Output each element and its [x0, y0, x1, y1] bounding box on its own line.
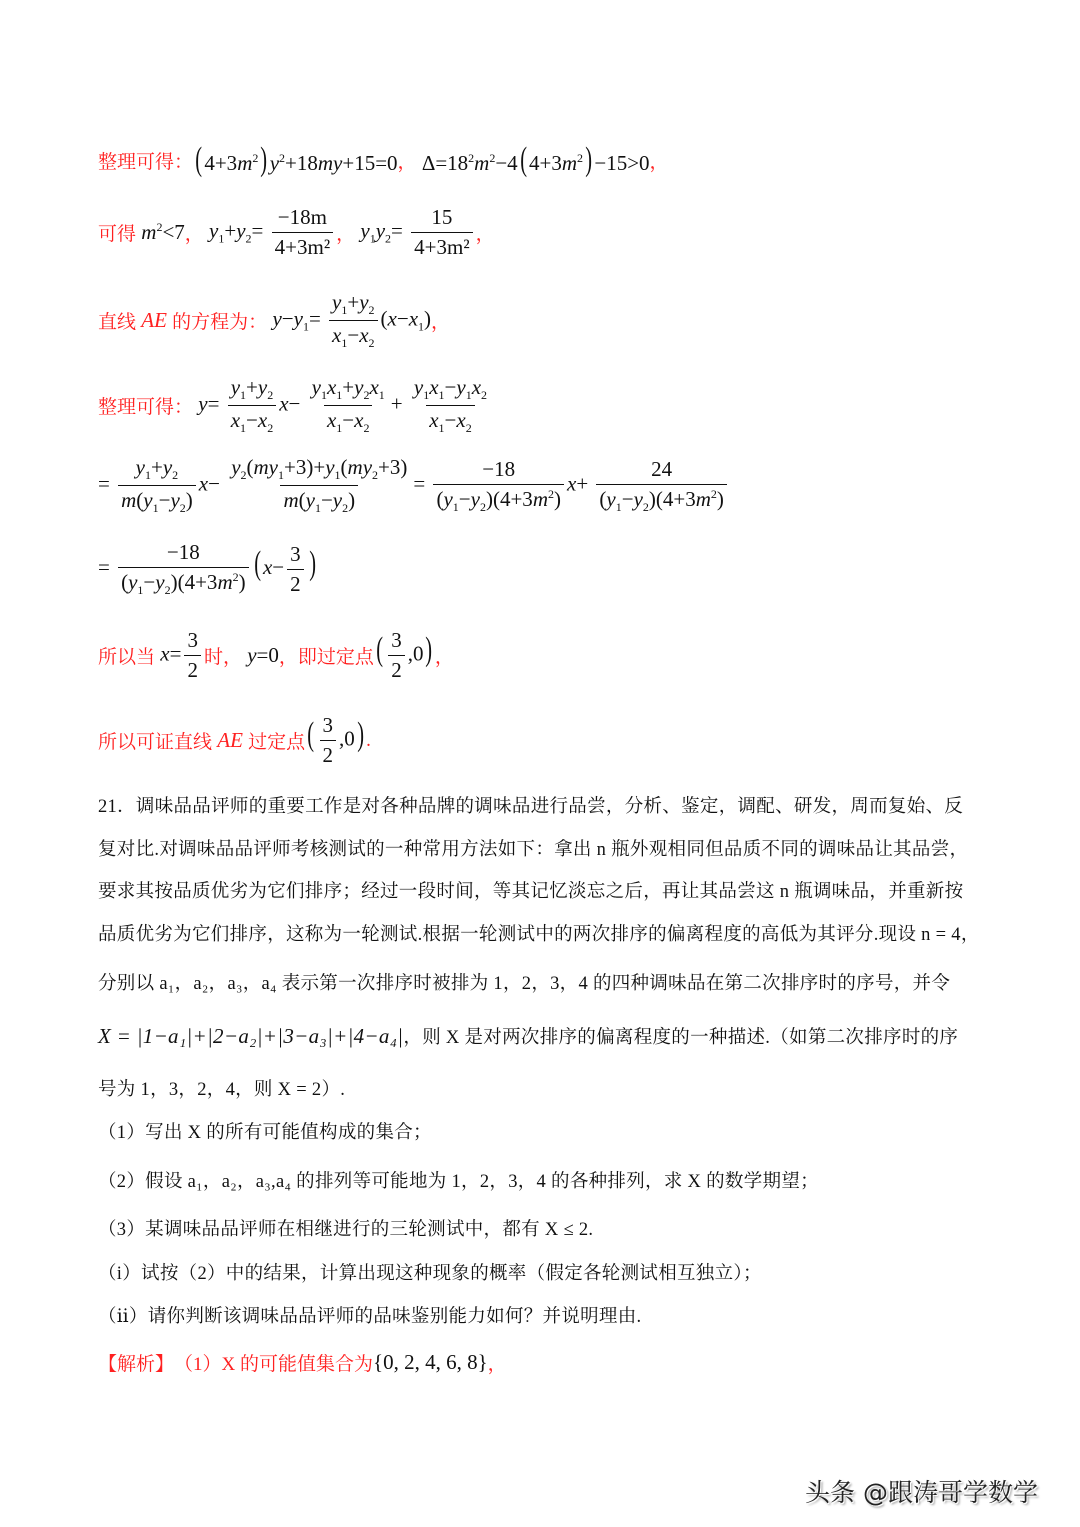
math-sum: $y_1+y_2=$ $\frac{-18m}{\text{4+3m²}}$	[204, 205, 336, 260]
math-product: $y_1y_2=$ $\frac{15}{\text{4+3m²}}$	[355, 205, 475, 260]
math-line-equation: $y-y_1=$ $\frac{y_1+y_2}{x_1-x_2}$ $(x-x_1)$	[272, 290, 432, 351]
solution-line-8: 所以可证直线 AE 过定点 ( $\frac{3}{2}$ ,0) .	[98, 713, 371, 767]
problem-text: 要求其按品质优劣为它们排序；经过一段时间，等其记忆淡忘之后，再让其品尝这 n 瓶调味品，并重新按	[98, 882, 964, 902]
problem-text: 21．调味品品评师的重要工作是对各种品牌的调味品进行品尝，分析、鉴定，调配、研发，周而复始、反	[98, 797, 964, 817]
problem-text: 复对比.对调味品品评师考核测试的一种常用方法如下：拿出 n 瓶外观相同但品质不同的调味品让其品尝，	[98, 840, 969, 860]
watermark: 头条 @跟涛哥学数学	[805, 1478, 1038, 1507]
question-3-ii: （ⅱ）请你判断该调味品品评师的品味鉴别能力如何？并说明理由.	[98, 1307, 642, 1327]
analysis-line: 【解析】 （1）X 的可能值集合为 {0, 2, 4, 6, 8} ，	[98, 1350, 507, 1375]
problem-definition: X = |1−a₁|+|2−a₂|+|3−a₃|+|4−a₄| ，则 X 是对两次排序的偏离程度的一种描述.（如第二次排序时的序	[98, 1023, 959, 1048]
question-1: （1）写出 X 的所有可能值构成的集合；	[98, 1123, 432, 1143]
solution-line-4: 整理可得： y= $\frac{y_1+y_2}{x_1-x_2}$ x− $\frac{y_1x_1+y_2x_1}{x_1-x_2}$ + $\frac{y_1x_1-y_1x_2}{x_1-x_2}$	[98, 375, 488, 436]
problem-text: 品质优劣为它们排序，这称为一轮测试.根据一轮测试中的两次排序的偏离程度的高低为其评分.现设 n = 4，	[98, 925, 980, 945]
solution-line-5: = $\frac{y_1+y_2}{m(y_1-y_2)}$ x− $\frac{y_2(my_1+3)+y_1(my_2+3)}{m(y_1-y_2)}$ = $\frac{-18}{(y_1-y_2)(4+3m^2)}$ x+ $\frac{24}{(y_1-y_2)(4+3m^2)}$	[98, 455, 730, 516]
math-discriminant: $\Delta=18^2m^2-4$( $4+3m^2) -15>0$	[416, 141, 650, 178]
question-3: （3）某调味品品评师在相继进行的三轮测试中，都有 X ≤ 2.	[98, 1220, 594, 1240]
solution-line-6: = $\frac{-18}{(y_1-y_2)(4+3m^2)}$ ( x− $\frac{3}{2}$ )	[98, 540, 316, 598]
problem-text: 号为 1，3，2，4，则 X = 2）.	[98, 1080, 346, 1100]
solution-line-7: 所以当 x= $\frac{3}{2}$ 时， y=0 ， 即过定点 ( $\frac{3}{2}$ ,0) ，	[98, 628, 454, 682]
math-equation: ( $4+3m^2$) $y^2+18my+15=0$	[195, 141, 398, 178]
problem-text: 分别以 a₁，a₂，a₃，a₄ 表示第一次排序时被排为 1，2，3，4 的四种调味品在第二次排序时的序号，并令	[98, 974, 951, 994]
answer-set: {0, 2, 4, 6, 8}	[373, 1350, 488, 1374]
analysis-tag: 【解析】	[98, 1354, 175, 1375]
solution-line-2: 可得 $m^2<7$ ， $y_1+y_2=$ $\frac{-18m}{\text{4+3m²}}$ ， $y_1y_2=$ $\frac{15}{\text{4+3m²}}$ ，	[98, 205, 495, 259]
question-2: （2）假设 a₁，a₂，a₃,a₄ 的排列等可能地为 1，2，3，4 的各种排列，求 X 的数学期望；	[98, 1172, 819, 1192]
solution-line-3: 直线 AE 的方程为： $y-y_1=$ $\frac{y_1+y_2}{x_1-x_2}$ $(x-x_1)$ ，	[98, 290, 451, 351]
solution-line-1: 整理可得： ( $4+3m^2$) $y^2+18my+15=0$ ， $\Delta=18^2m^2-4$( $4+3m^2) -15>0$ ，	[98, 141, 669, 178]
question-3-i: （i）试按（2）中的结果，计算出现这种现象的概率（假定各轮测试相互独立）；	[98, 1264, 762, 1284]
label: 整理可得：	[98, 151, 194, 173]
